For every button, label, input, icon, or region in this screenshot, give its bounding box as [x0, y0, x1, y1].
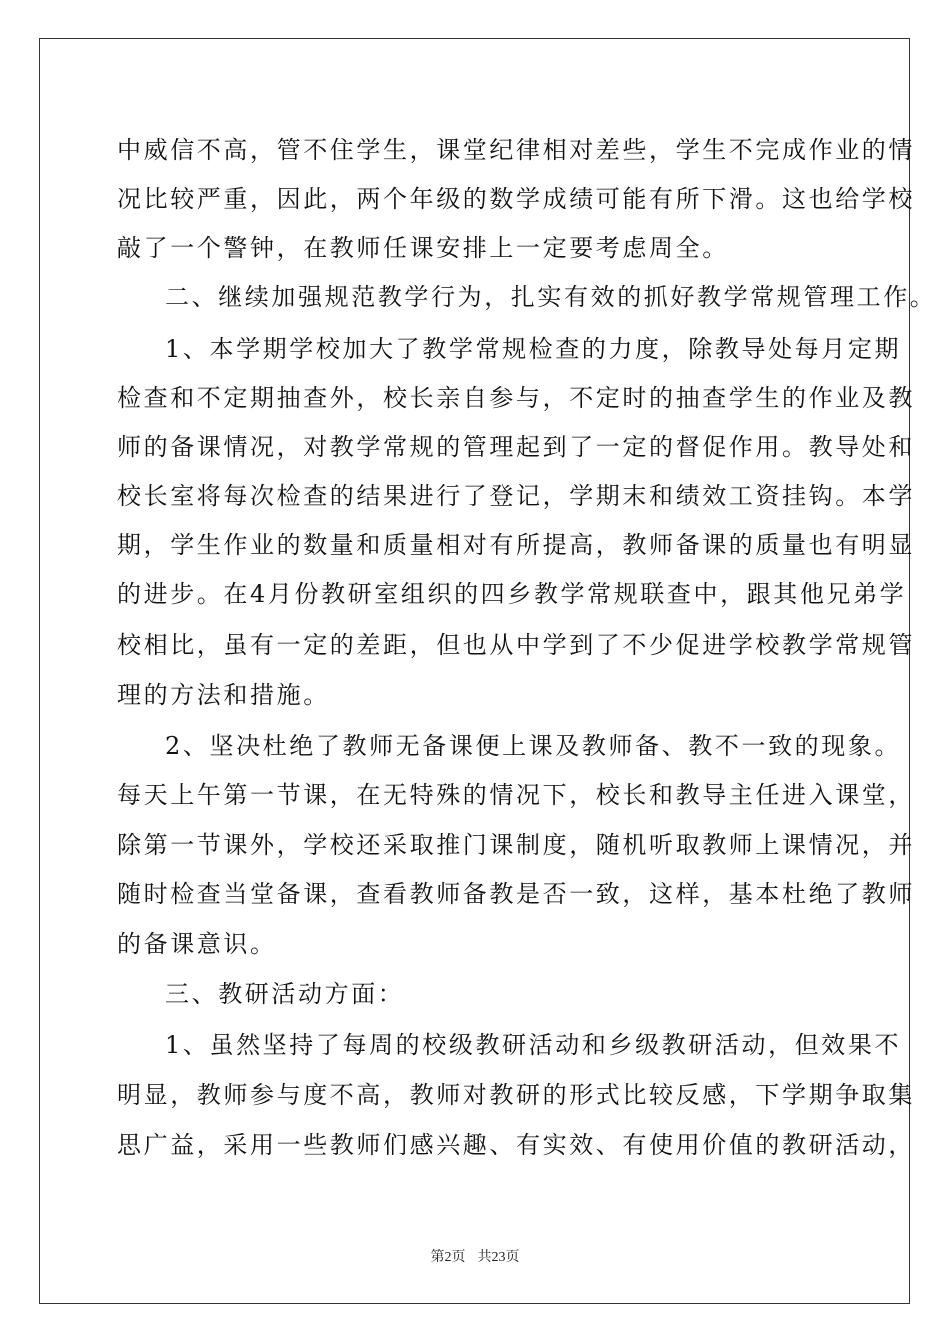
text-line: 师的备课情况，对教学常规的管理起到了一定的督促作用。教导处和 [117, 433, 915, 461]
text-line: 校长室将每次检查的结果进行了登记，学期末和绩效工资挂钩。本学 [117, 482, 915, 510]
text-line: 况比较严重，因此，两个年级的数学成绩可能有所下滑。这也给学校 [117, 185, 915, 213]
text-line: 的进步。在4月份教研室组织的四乡教学常规联查中，跟其他兄弟学 [117, 580, 907, 608]
page-footer [0, 1246, 950, 1266]
text-line: 随时检查当堂备课，查看教师备教是否一致，这样，基本杜绝了教师 [117, 880, 915, 908]
section-heading: 三、教研活动方面： [165, 980, 405, 1008]
text-line: 除第一节课外，学校还采取推门课制度，随机听取教师上课情况，并 [117, 831, 915, 859]
text-line: 每天上午第一节课，在无特殊的情况下，校长和教导主任进入课堂， [117, 781, 915, 809]
text-line: 理的方法和措施。 [117, 681, 330, 709]
text-line: 2、坚决杜绝了教师无备课便上课及教师备、教不一致的现象。 [165, 732, 902, 760]
text-line: 明显，教师参与度不高，教师对教研的形式比较反感，下学期争取集 [117, 1081, 915, 1109]
text-line: 的备课意识。 [117, 930, 277, 958]
section-heading: 二、继续加强规范教学行为，扎实有效的抓好教学常规管理工作。 [165, 283, 937, 311]
text-line: 敲了一个警钟，在教师任课安排上一定要考虑周全。 [117, 234, 729, 262]
text-line: 1、本学期学校加大了教学常规检查的力度，除教导处每月定期 [165, 335, 902, 363]
text-line: 期，学生作业的数量和质量相对有所提高，教师备课的质量也有明显 [117, 531, 915, 559]
text-line: 检查和不定期抽查外，校长亲自参与，不定时的抽查学生的作业及教 [117, 384, 915, 412]
text-line: 中威信不高，管不住学生，课堂纪律相对差些，学生不完成作业的情 [117, 136, 915, 164]
text-line: 思广益，采用一些教师们感兴趣、有实效、有使用价值的教研活动， [117, 1131, 915, 1159]
text-line: 1、虽然坚持了每周的校级教研活动和乡级教研活动，但效果不 [165, 1031, 902, 1059]
text-line: 校相比，虽有一定的差距，但也从中学到了不少促进学校教学常规管 [117, 631, 915, 659]
page-total: 共23页 [477, 1250, 520, 1265]
page-number: 第2页 [430, 1250, 466, 1265]
